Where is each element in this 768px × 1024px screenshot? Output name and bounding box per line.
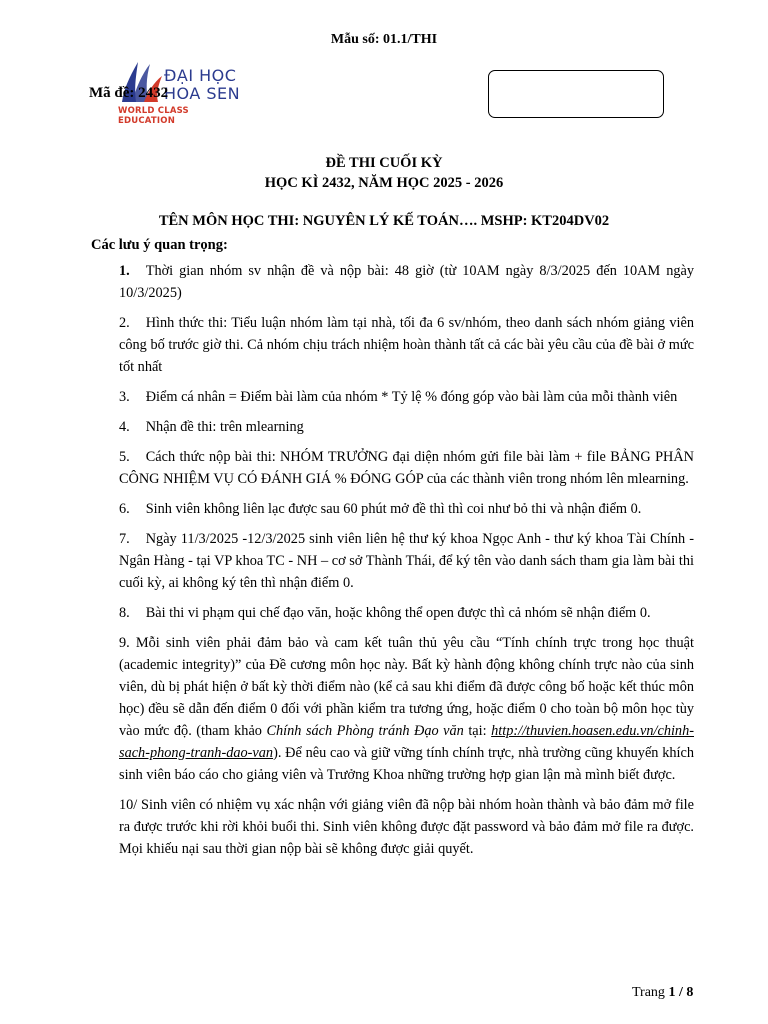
notes-heading: Các lưu ý quan trọng: bbox=[91, 237, 228, 253]
policy-title: Chính sách Phòng tránh Đạo văn bbox=[266, 723, 464, 739]
note-item bbox=[119, 446, 694, 490]
page-separator: / bbox=[678, 985, 683, 1000]
logo-text-line1: ĐẠI HỌC bbox=[164, 66, 237, 85]
note-item bbox=[119, 260, 694, 304]
note-item bbox=[119, 498, 694, 520]
note-number: 6. bbox=[119, 501, 130, 517]
note-item bbox=[119, 312, 694, 378]
exam-code-box bbox=[488, 70, 664, 118]
note-number: 5. bbox=[119, 449, 130, 465]
exam-title: ĐỀ THI CUỐI KỲ bbox=[325, 155, 443, 171]
note-item-10: 10/ Sinh viên có nhiệm vụ xác nhận với giảng viên đã nộp bài nhóm hoàn thành và bảo đảm mở file ra được trước khi rời khỏi buổi thi. Sinh viên không được đặt password và bảo đảm mở file ra được. Mọi khiếu nại sau thời gian nộp bài sẽ không được giải quyết. bbox=[119, 797, 694, 857]
exam-code bbox=[89, 85, 168, 102]
exam-subject: TÊN MÔN HỌC THI: NGUYÊN LÝ KẾ TOÁN…. MSHP: KT204DV02 bbox=[158, 213, 610, 229]
policy-link[interactable]: http://thuvien.hoasen.edu.vn/chinh-sach-phong-tranh-dao-van bbox=[119, 723, 694, 761]
note-text: tại: bbox=[463, 723, 492, 739]
page-total: 8 bbox=[686, 985, 694, 1000]
exam-semester: HỌC KÌ 2432, NĂM HỌC 2025 - 2026 bbox=[264, 175, 504, 191]
note-number: 1. bbox=[119, 263, 130, 279]
note-text: ). Để nêu cao và giữ vững tính chính trực, nhà trường cũng khuyến khích sinh viên báo cáo cho giảng viên và Trưởng Khoa những trường hợp gian lận mà mình biết được. bbox=[119, 745, 694, 783]
note-text: Cách thức nộp bài thi: NHÓM TRƯỞNG đại diện nhóm gửi file bài làm + file BẢNG PHÂN CÔNG NHIỆM VỤ CÓ ĐÁNH GIÁ % ĐÓNG GÓP của các thành viên trong nhóm lên mlearning. bbox=[119, 449, 694, 487]
exam-code-value: 2432 bbox=[138, 85, 169, 101]
note-item bbox=[119, 416, 694, 438]
logo-text-line2: HOA SEN bbox=[164, 84, 241, 103]
note-text: Thời gian nhóm sv nhận đề và nộp bài: 48 giờ (từ 10AM ngày 8/3/2025 đến 10AM ngày 10/3/2025) bbox=[119, 263, 694, 301]
note-text: Bài thi vi phạm qui chế đạo văn, hoặc không thể open được thì cả nhóm sẽ nhận điểm 0. bbox=[145, 605, 651, 621]
note-number: 7. bbox=[119, 531, 130, 547]
exam-code-label: Mã đề: bbox=[89, 85, 135, 101]
page-label: Trang bbox=[632, 985, 665, 1000]
note-number: 3. bbox=[119, 389, 130, 405]
note-text: 9. Mỗi sinh viên phải đảm bảo và cam kết tuân thủ yêu cầu “Tính chính trực trong học thuật (academic integrity)” của Đề cương môn học này. Bất kỳ hành động không chính trực nào của sinh viên, dù bị phát hiện ở bất kỳ thời điểm nào (kể cả sau khi điểm đã được công bố hoặc kết thúc môn học) đều sẽ dẫn đến điểm 0 đối với phần kiểm tra tương ứng, hoặc điểm 0 cho toàn bộ môn học tùy vào mức độ. (tham khảo bbox=[119, 635, 694, 739]
note-item bbox=[119, 386, 694, 408]
page-current: 1 bbox=[668, 985, 676, 1000]
note-text: Hình thức thi: Tiểu luận nhóm làm tại nhà, tối đa 6 sv/nhóm, theo danh sách nhóm giảng viên công bố trước giờ thi. Cả nhóm chịu trách nhiệm hoàn thành tất cả các bài yêu cầu của đề bài ở mức tốt nhất bbox=[119, 315, 694, 375]
logo-tagline: WORLD CLASS EDUCATION bbox=[118, 106, 189, 126]
note-text: Điểm cá nhân = Điểm bài làm của nhóm * Tỷ lệ % đóng góp vào bài làm của mỗi thành viên bbox=[145, 389, 678, 405]
note-number: 4. bbox=[119, 419, 130, 435]
page-number bbox=[632, 985, 693, 1001]
notes-list bbox=[119, 260, 694, 868]
note-item-9 bbox=[119, 632, 694, 786]
note-text: Ngày 11/3/2025 -12/3/2025 sinh viên liên hệ thư ký khoa Ngọc Anh - thư ký khoa Tài Chính - Ngân Hàng - tại VP khoa TC - NH – cơ sở Thành Thái, để ký tên vào danh sách tham gia làm bài thi cuối kỳ, ai không ký tên thì nhận điểm 0. bbox=[119, 531, 694, 591]
note-item bbox=[119, 528, 694, 594]
note-item bbox=[119, 602, 694, 624]
note-number: 8. bbox=[119, 605, 130, 621]
form-number: Mẫu số: 01.1/THI bbox=[330, 32, 438, 47]
note-text: Nhận đề thi: trên mlearning bbox=[145, 419, 304, 435]
note-text: Sinh viên không liên lạc được sau 60 phút mở đề thì thì coi như bỏ thi và nhận điểm 0. bbox=[145, 501, 642, 517]
note-number: 2. bbox=[119, 315, 130, 331]
